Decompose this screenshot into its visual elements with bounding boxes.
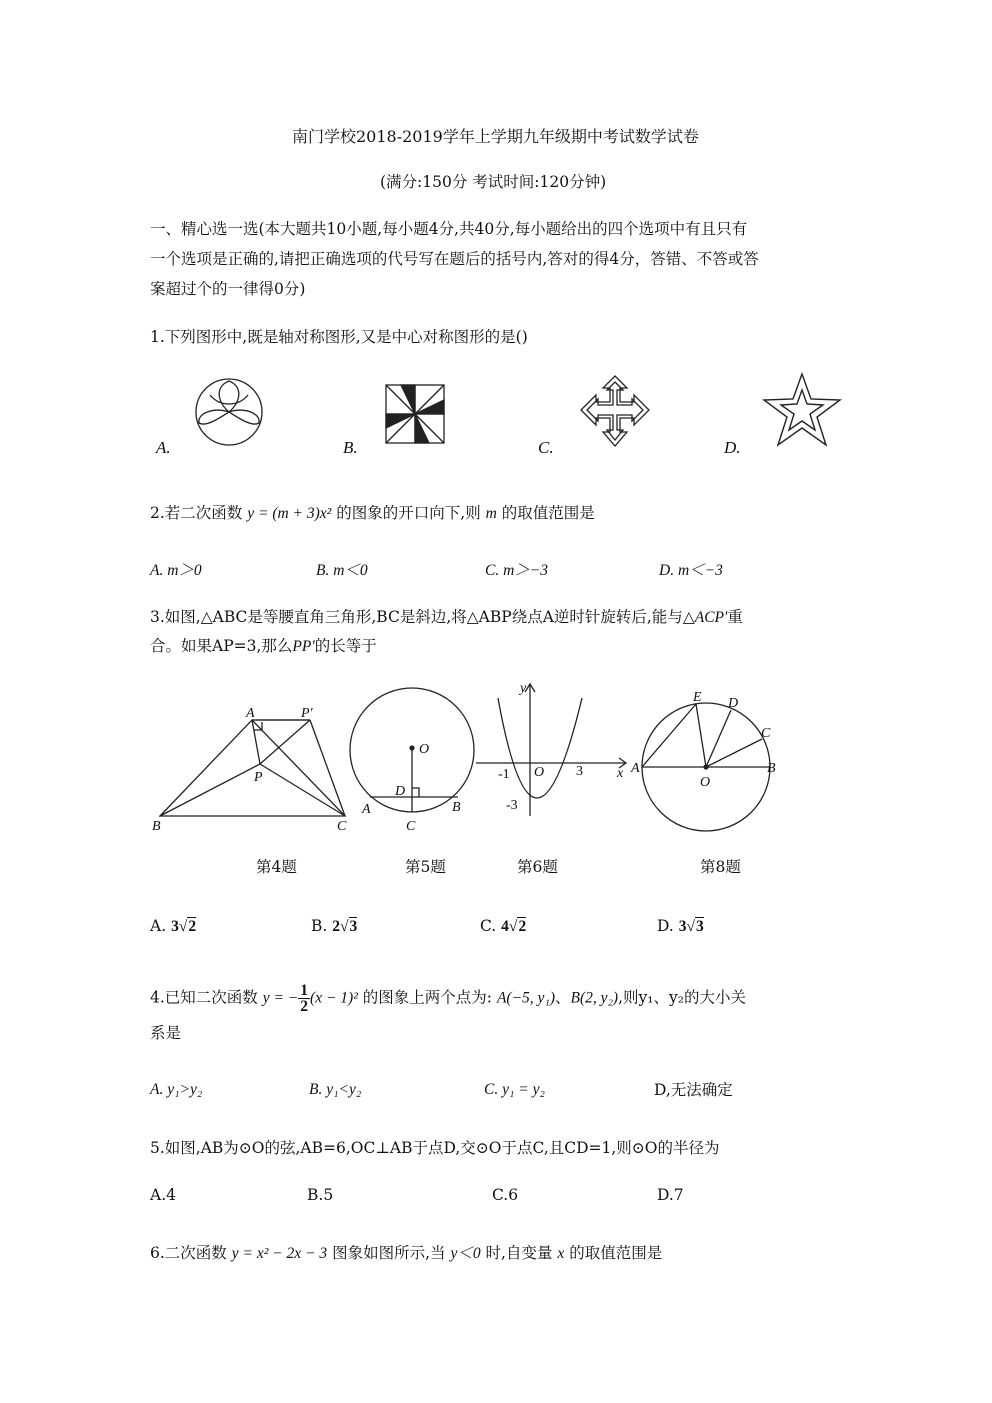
q6-suffix: 时,自变量	[485, 1244, 553, 1262]
fig6-label-neg3: -3	[506, 798, 518, 813]
section-instructions-line1: 一、精心选一选(本大题共10小题,每小题4分,共40分,每小题给出的四个选项中有且只有	[150, 220, 748, 238]
caption-figure-6: 第6题	[517, 858, 558, 876]
q2-option-b: B. m＜0	[316, 562, 368, 579]
q1-figure-a-circle-trefoil	[190, 377, 270, 447]
fig4-label-pprime: P′	[301, 706, 313, 721]
q5-option-a: A.4	[150, 1186, 176, 1204]
caption-figure-5: 第5题	[405, 858, 446, 876]
q4-point-a: A(−5, y₁)	[496, 989, 555, 1007]
q3-option-d-label: D.	[657, 917, 674, 935]
page-title: 南门学校2018-2019学年上学期九年级期中考试数学试卷	[292, 127, 699, 146]
q6-formula: y = x² − 2x − 3	[231, 1245, 328, 1262]
fig4-label-b: B	[152, 819, 161, 834]
fig6-label-x: x	[617, 766, 624, 781]
q3-option-d-radicand: 3	[696, 918, 704, 935]
q4-option-a: A. y₁>y₂	[150, 1081, 203, 1098]
q4-frac-den: 2	[300, 998, 309, 1015]
section-instructions-line2: 一个选项是正确的,请把正确选项的代号写在题后的括号内,答对的得4分，答错、不答或答	[150, 250, 759, 268]
fig5-label-d: D	[395, 784, 406, 799]
q1-option-d-label: D.	[724, 438, 741, 457]
q3-option-c-radicand: 2	[518, 918, 527, 935]
q4-option-c: C. y₁ = y₂	[484, 1081, 545, 1098]
caption-figure-8: 第8题	[700, 858, 741, 876]
fig5-label-o: O	[419, 742, 430, 757]
q3-line1-math: △ACP′	[682, 609, 728, 626]
q3-option-c-coef: 4	[501, 918, 509, 935]
q6-end: 的取值范围是	[569, 1244, 663, 1262]
q2-stem-prefix: 2.若二次函数	[150, 504, 243, 522]
q3-line1-prefix: 3.如图,△ABC是等腰直角三角形,BC是斜边,将△ABP绕点A逆时针旋转后,能与	[150, 608, 683, 626]
q1-figure-d-double-star	[763, 372, 843, 448]
fig5-label-b: B	[452, 800, 461, 815]
q2-stem-suffix: 的图象的开口向下,则	[336, 504, 481, 522]
fig8-label-o: O	[700, 775, 711, 790]
q1-figure-c-cross-arrows	[577, 374, 653, 450]
fig5-label-a: A	[362, 802, 371, 817]
q4-formula-rhs: (x − 1)²	[310, 989, 358, 1007]
q1-option-a-label: A.	[156, 438, 171, 457]
q6-mid: 图象如图所示,当	[332, 1244, 446, 1262]
q6-prefix: 6.二次函数	[150, 1244, 227, 1262]
fig6-label-3: 3	[576, 764, 583, 779]
q4-sep: 、	[555, 988, 571, 1007]
q3-option-a: A. 3√2	[150, 917, 197, 935]
figure-6-parabola	[476, 678, 636, 828]
fig4-label-a: A	[246, 706, 255, 721]
q3-option-a-coef: 3	[171, 918, 179, 935]
q1-figure-b-pinwheel	[381, 380, 451, 450]
q5-option-b: B.5	[307, 1186, 334, 1204]
q2-option-c: C. m＞−3	[485, 562, 548, 579]
q4-option-b: B. y₁<y₂	[309, 1081, 362, 1098]
q3-option-d-coef: 3	[678, 918, 687, 935]
figure-4-triangle	[150, 700, 360, 840]
q3-option-b-label: B.	[311, 917, 328, 935]
q3-line1-suffix: 重	[727, 608, 743, 626]
fig5-label-c: C	[406, 819, 416, 834]
fig8-label-c: C	[761, 726, 771, 741]
fig8-label-e: E	[693, 690, 702, 705]
q4-option-d: D,无法确定	[654, 1081, 733, 1099]
q1-stem: 1.下列图形中,既是轴对称图形,又是中心对称图形的是()	[150, 328, 528, 346]
q3-line2-math: PP′	[292, 638, 315, 655]
fig8-label-d: D	[728, 696, 739, 711]
fig8-label-a: A	[631, 761, 640, 776]
q6-var: x	[557, 1245, 565, 1262]
q1-option-c-label: C.	[538, 438, 554, 457]
q4-stem-line1	[150, 983, 746, 1014]
fig6-label-o: O	[534, 765, 545, 780]
q1-option-b-label: B.	[343, 438, 358, 457]
figure-8-circle-radii	[630, 685, 790, 835]
q3-option-b-radicand: 3	[349, 918, 358, 935]
q5-stem: 5.如图,AB为⊙O的弦,AB=6,OC⊥AB于点D,交⊙O于点C,且CD=1,则⊙O的半径为	[150, 1139, 720, 1157]
fig6-label-neg1: -1	[498, 767, 510, 782]
fig4-label-c: C	[337, 819, 347, 834]
q3-stem-line2	[150, 636, 377, 657]
q3-option-a-label: A.	[150, 917, 167, 935]
q4-mid: 的图象上两个点为:	[362, 988, 493, 1007]
q2-formula: y = (m + 3)x²	[247, 505, 332, 522]
q2-option-a: A. m＞0	[150, 562, 202, 579]
caption-figure-4: 第4题	[256, 858, 297, 876]
fig8-label-b: B	[767, 761, 776, 776]
q6-condition: y＜0	[450, 1245, 481, 1262]
q2-var: m	[485, 505, 497, 522]
page-subtitle: (满分:150分 考试时间:120分钟)	[380, 173, 607, 191]
q4-stem-line2: 系是	[150, 1024, 182, 1042]
q4-prefix: 4.已知二次函数	[150, 988, 258, 1007]
q6-stem	[150, 1243, 662, 1264]
q3-option-a-radicand: 2	[188, 918, 197, 935]
q5-option-d: D.7	[657, 1186, 684, 1204]
q3-option-c-label: C.	[480, 917, 497, 935]
figure-5-circle-chord	[348, 685, 478, 835]
q4-fraction	[298, 983, 310, 1014]
q3-option-c: C. 4√2	[480, 917, 527, 935]
q2-stem	[150, 503, 595, 524]
q2-stem-end: 的取值范围是	[501, 504, 595, 522]
q3-line2-suffix: 的长等于	[314, 637, 377, 655]
q3-option-b-coef: 2	[332, 918, 341, 935]
q4-formula-lhs: y = −	[262, 989, 299, 1007]
q3-line2-prefix: 合。如果AP=3,那么	[150, 637, 293, 655]
q3-option-d: D. 3√3	[657, 917, 704, 935]
fig6-label-y: y	[520, 681, 527, 696]
q2-option-d: D. m＜−3	[659, 562, 723, 579]
section-instructions-line3: 案超过个的一律得0分)	[150, 280, 306, 298]
q3-option-b: B. 2√3	[311, 917, 358, 935]
q4-suffix: ,则y₁、y₂的大小关	[618, 988, 746, 1007]
q3-stem-line1	[150, 607, 743, 628]
fig4-label-p: P	[254, 770, 263, 785]
q4-point-b: B(2, y₂)	[570, 989, 619, 1007]
q4-frac-num: 1	[300, 982, 309, 999]
q5-option-c: C.6	[492, 1186, 519, 1204]
